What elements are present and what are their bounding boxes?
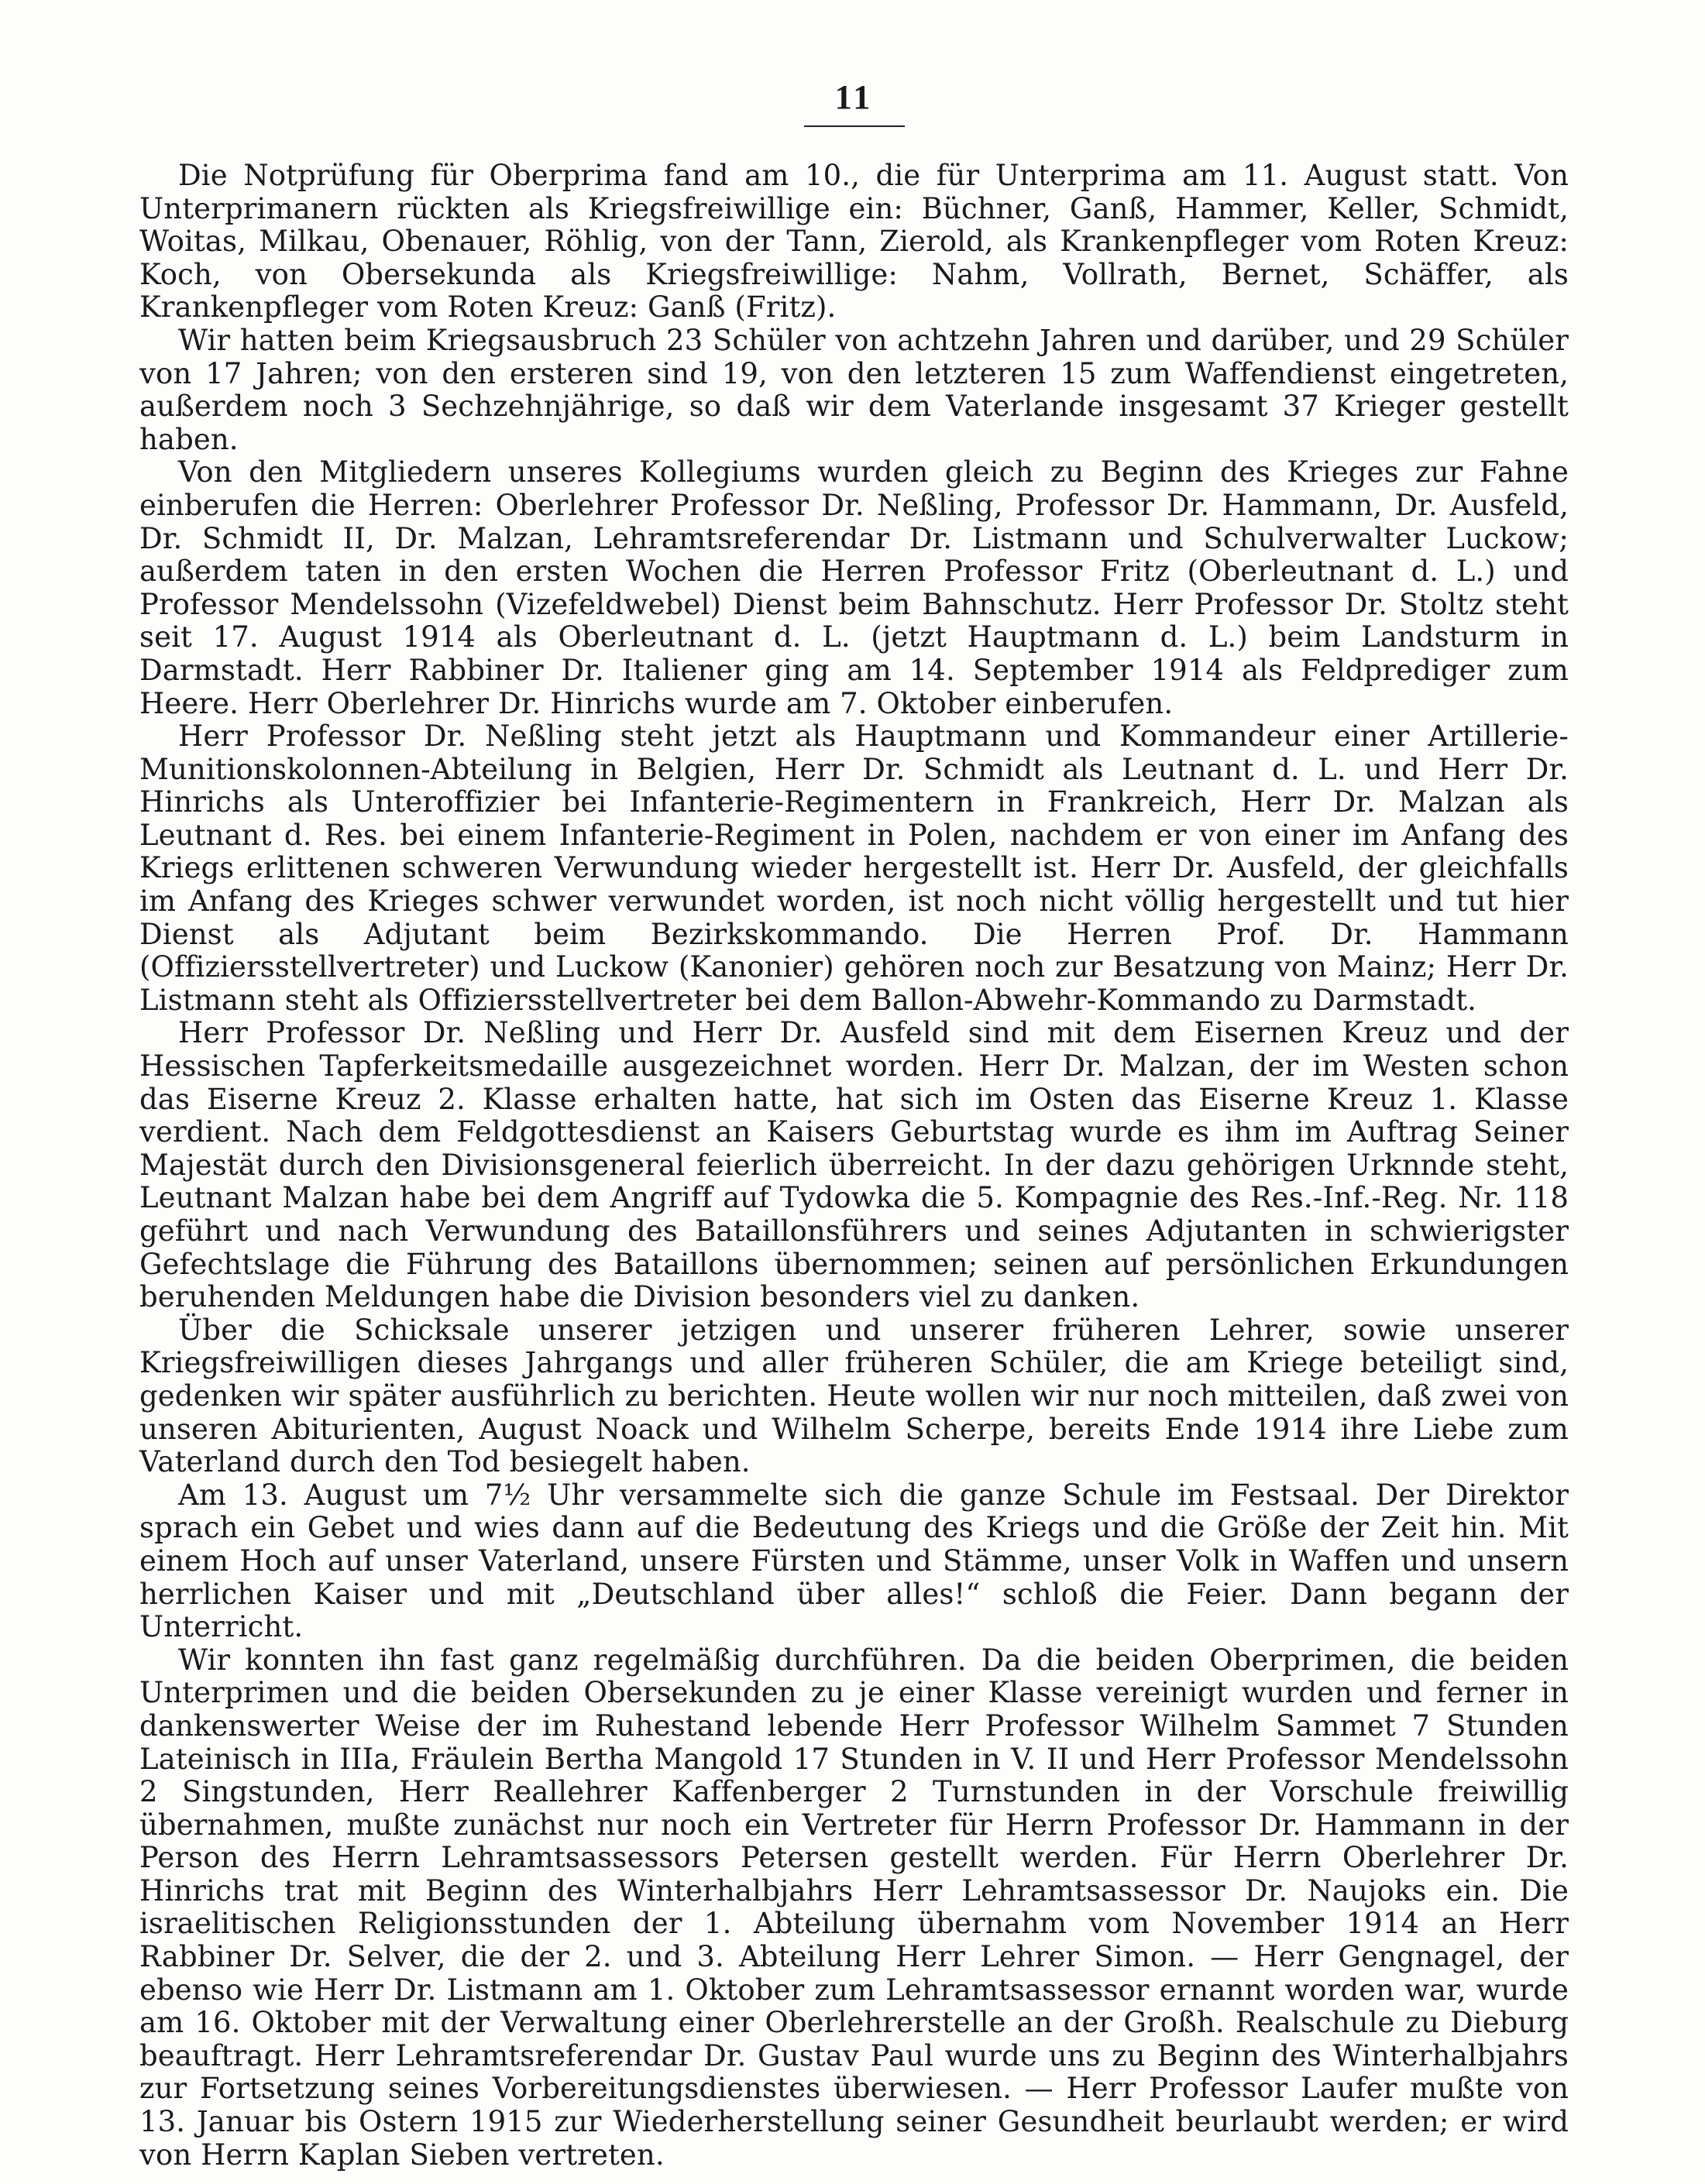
- paragraph-schicksale: Über die Schicksale unserer jetzigen und unserer früheren Lehrer, sowie unserer Kriegsfreiwilligen dieses Jahrgangs und aller früheren Schüler, die am Kriege beteiligt sind, gedenken wir später ausführlich zu berichten. Heute wollen wir nur noch mitteilen, daß zwei von unseren Abiturienten, August Noack und Wilhelm Scherpe, bereits Ende 1914 ihre Liebe zum Vaterland durch den Tod besiegelt haben.: [139, 1313, 1569, 1479]
- paragraph-kollegium-verbleib: Herr Professor Dr. Neßling steht jetzt als Hauptmann und Kommandeur einer Artillerie-Munitionskolonnen-Abteilung in Belgien, Herr Dr. Schmidt als Leutnant d. L. und Herr Dr. Hinrichs als Unteroffizier bei Infanterie-Regimentern in Frankreich, Herr Dr. Malzan als Leutnant d. Res. bei einem Infanterie-Regiment in Polen, nachdem er von einer im Anfang des Kriegs erlittenen schweren Verwundung wieder hergestellt ist. Herr Dr. Ausfeld, der gleichfalls im Anfang des Krieges schwer verwundet worden, ist noch nicht völlig hergestellt und tut hier Dienst als Adjutant beim Bezirkskommando. Die Herren Prof. Dr. Hammann (Offiziersstellvertreter) und Luckow (Kanonier) gehören noch zur Besatzung von Mainz; Herr Dr. Listmann steht als Offiziersstellvertreter bei dem Ballon-Abwehr-Kommando zu Darmstadt.: [139, 719, 1569, 1017]
- paragraph-feier: Am 13. August um 7½ Uhr versammelte sich die ganze Schule im Festsaal. Der Direktor sprach ein Gebet und wies dann auf die Bedeutung des Kriegs und die Größe der Zeit hin. Mit einem Hoch auf unser Vaterland, unsere Fürsten und Stämme, unser Volk in Waffen und unsern herrlichen Kaiser und mit „Deutschland über alles!“ schloß die Feier. Dann begann der Unterricht.: [139, 1478, 1569, 1644]
- page-number-rule: [804, 125, 905, 127]
- body-text: [139, 160, 1569, 2172]
- document-page: [139, 77, 1569, 2172]
- paragraph-kollegium-einberufen: Von den Mitgliedern unseres Kollegiums wurden gleich zu Beginn des Krieges zur Fahne einberufen die Herren: Oberlehrer Professor Dr. Neßling, Professor Dr. Hammann, Dr. Ausfeld, Dr. Schmidt II, Dr. Malzan, Lehramtsreferendar Dr. Listmann und Schulverwalter Luckow; außerdem taten in den ersten Wochen die Herren Professor Fritz (Oberleutnant d. L.) und Professor Mendelssohn (Vizefeldwebel) Dienst beim Bahnschutz. Herr Professor Dr. Stoltz steht seit 17. August 1914 als Oberleutnant d. L. (jetzt Hauptmann d. L.) beim Landsturm in Darmstadt. Herr Rabbiner Dr. Italiener ging am 14. September 1914 als Feldprediger zum Heere. Herr Oberlehrer Dr. Hinrichs wurde am 7. Oktober einberufen.: [139, 455, 1569, 720]
- paragraph-notpruefung: Die Notprüfung für Oberprima fand am 10., die für Unterprima am 11. August statt. Von Unterprimanern rückten als Kriegsfreiwillige ein: Büchner, Ganß, Hammer, Keller, Schmidt, Woitas, Milkau, Obenauer, Röhlig, von der Tann, Zierold, als Krankenpfleger vom Roten Kreuz: Koch, von Obersekunda als Kriegsfreiwillige: Nahm, Vollrath, Bernet, Schäffer, als Krankenpfleger vom Roten Kreuz: Ganß (Fritz).: [139, 159, 1569, 325]
- page-number: 11: [834, 78, 874, 116]
- paragraph-schueler-kriegsdienst: Wir hatten beim Kriegsausbruch 23 Schüler von achtzehn Jahren und darüber, und 29 Schüler von 17 Jahren; von den ersteren sind 19, von den letzteren 15 zum Waffendienst eingetreten, außerdem noch 3 Sechzehnjährige, so daß wir dem Vaterlande insgesamt 37 Krieger gestellt haben.: [139, 323, 1569, 456]
- paragraph-auszeichnungen: Herr Professor Dr. Neßling und Herr Dr. Ausfeld sind mit dem Eisernen Kreuz und der Hessischen Tapferkeitsmedaille ausgezeichnet worden. Herr Dr. Malzan, der im Westen schon das Eiserne Kreuz 2. Klasse erhalten hatte, hat sich im Osten das Eiserne Kreuz 1. Klasse verdient. Nach dem Feldgottesdienst an Kaisers Geburtstag wurde es ihm im Auftrag Seiner Majestät durch den Divisionsgeneral feierlich überreicht. In der dazu gehörigen Urknnde steht, Leutnant Malzan habe bei dem Angriff auf Tydowka die 5. Kompagnie des Res.-Inf.-Reg. Nr. 118 geführt und nach Verwundung des Bataillonsführers und seines Adjutanten in schwierigster Gefechtslage die Führung des Bataillons übernommen; seinen auf persönlichen Erkundungen beruhenden Meldungen habe die Division besonders viel zu danken.: [139, 1016, 1569, 1314]
- paragraph-unterricht: Wir konnten ihn fast ganz regelmäßig durchführen. Da die beiden Oberprimen, die beiden Unterprimen und die beiden Obersekunden zu je einer Klasse vereinigt wurden und ferner in dankenswerter Weise der im Ruhestand lebende Herr Professor Wilhelm Sammet 7 Stunden Lateinisch in IIIa, Fräulein Bertha Mangold 17 Stunden in V. II und Herr Professor Mendelssohn 2 Singstunden, Herr Reallehrer Kaffenberger 2 Turnstunden in der Vorschule freiwillig übernahmen, mußte zunächst nur noch ein Vertreter für Herrn Professor Dr. Hammann in der Person des Herrn Lehramtsassessors Petersen gestellt werden. Für Herrn Oberlehrer Dr. Hinrichs trat mit Beginn des Winterhalbjahrs Herr Lehramtsassessor Dr. Naujoks ein. Die israelitischen Religionsstunden der 1. Abteilung übernahm vom November 1914 an Herr Rabbiner Dr. Selver, die der 2. und 3. Abteilung Herr Lehrer Simon. — Herr Gengnagel, der ebenso wie Herr Dr. Listmann am 1. Oktober zum Lehramtsassessor ernannt worden war, wurde am 16. Oktober mit der Verwaltung einer Oberlehrerstelle an der Großh. Realschule zu Dieburg beauftragt. Herr Lehramtsreferendar Dr. Gustav Paul wurde uns zu Beginn des Winterhalbjahrs zur Fortsetzung seines Vorbereitungsdienstes überwiesen. — Herr Professor Laufer mußte von 13. Januar bis Ostern 1915 zur Wiederherstellung seiner Gesundheit beurlaubt werden; er wird von Herrn Kaplan Sieben vertreten.: [139, 1643, 1569, 2172]
